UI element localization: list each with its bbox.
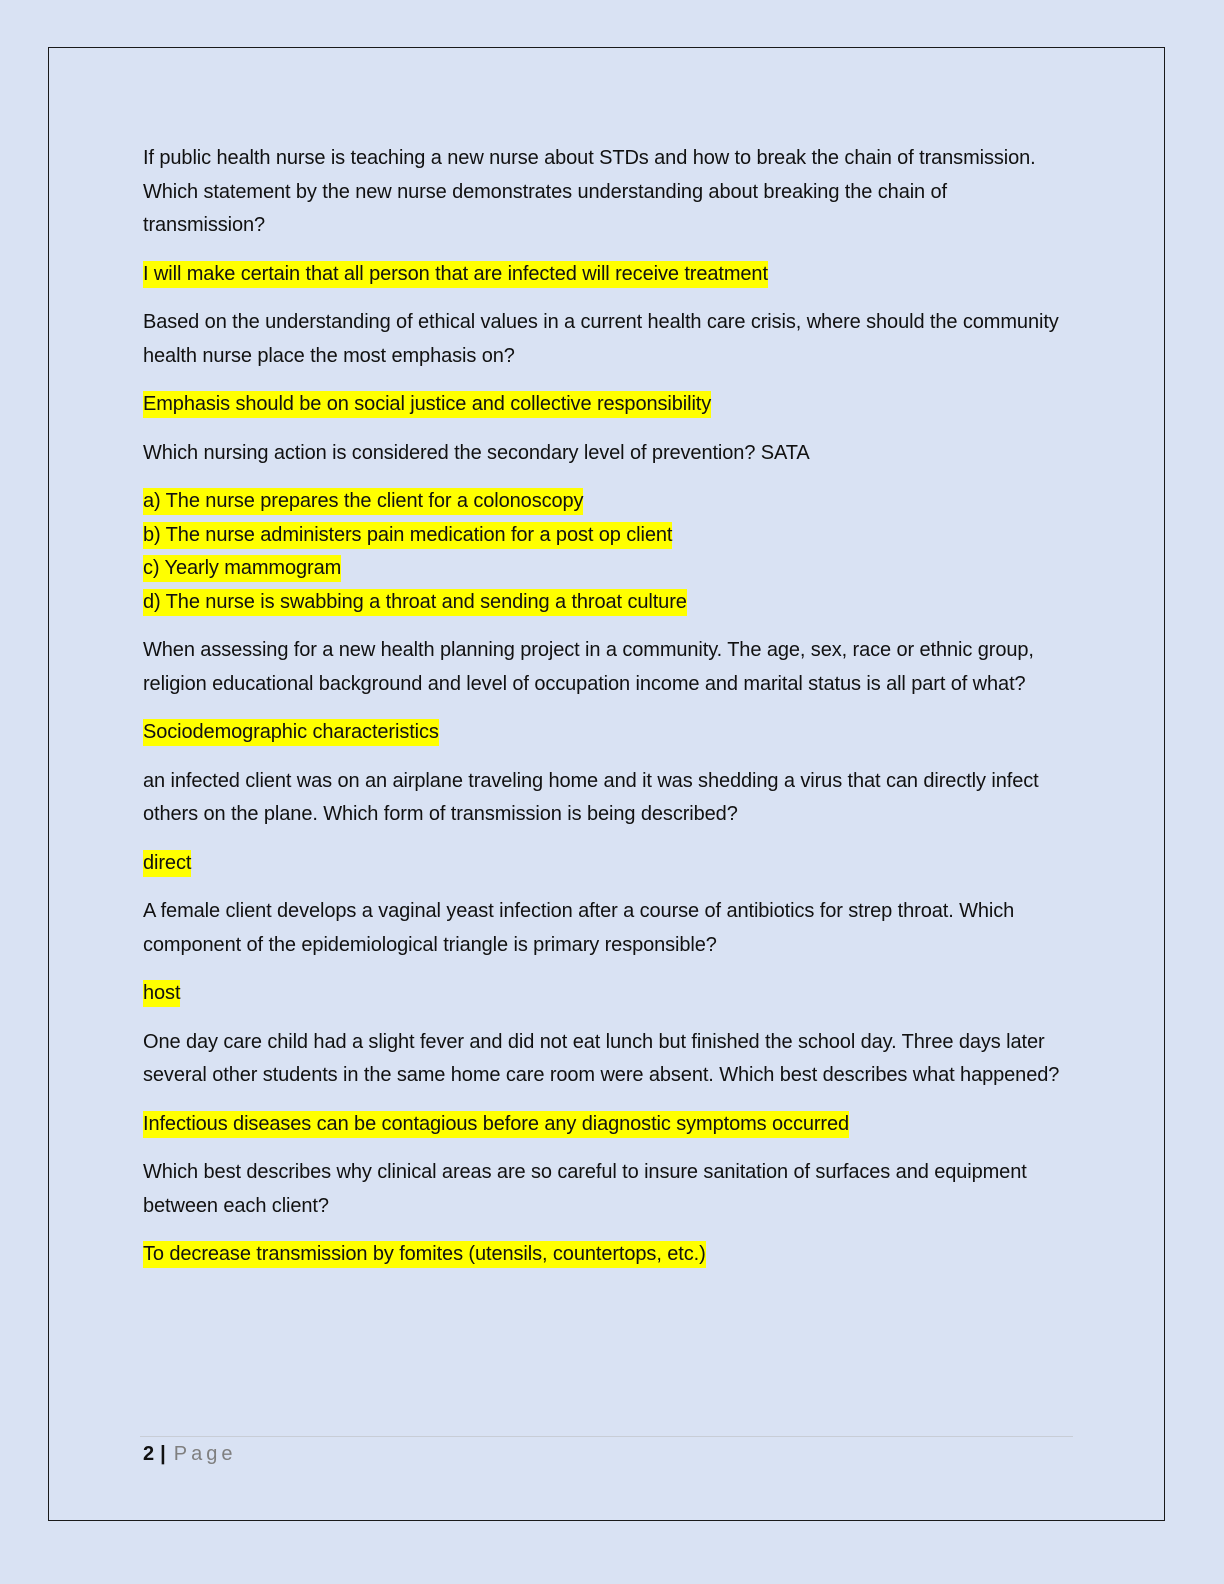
answer-3-option-a-text: a) The nurse prepares the client for a colonoscopy	[143, 488, 583, 515]
answer-3-option-b	[143, 519, 1073, 553]
answer-1-highlight: I will make certain that all person that are infected will receive treatment	[143, 261, 768, 288]
question-5: an infected client was on an airplane traveling home and it was shedding a virus that can directly infect others on the plane. Which form of transmission is being described?	[143, 769, 1039, 825]
page-label: Page	[173, 1443, 237, 1465]
answer-8-highlight: To decrease transmission by fomites (utensils, countertops, etc.)	[143, 1241, 706, 1268]
answer-4	[143, 716, 1073, 750]
answer-4-highlight: Sociodemographic characteristics	[143, 719, 439, 746]
answer-3-option-d	[143, 586, 1073, 620]
answer-8	[143, 1238, 1073, 1272]
page-number: 2	[143, 1443, 155, 1465]
question-6: A female client develops a vaginal yeast infection after a course of antibiotics for strep throat. Which component of the epidemiological triangle is primary responsible?	[143, 900, 1015, 956]
answer-5-highlight: direct	[143, 850, 191, 877]
answer-6	[143, 977, 1073, 1011]
page-footer	[143, 1440, 236, 1468]
question-1: If public health nurse is teaching a new nurse about STDs and how to break the chain of transmission. Which statement by the new nurse demonstrates understanding about breaking the chain of transmission?	[143, 147, 1036, 236]
document-body	[143, 142, 1073, 1287]
footer-divider	[140, 1436, 1073, 1437]
answer-1	[143, 258, 1073, 292]
answer-3-option-b-text: b) The nurse administers pain medication for a post op client	[143, 522, 672, 549]
answer-3-option-c-text: c) Yearly mammogram	[143, 555, 341, 582]
answer-5	[143, 847, 1073, 881]
answer-3-option-c	[143, 552, 1073, 586]
question-3: Which nursing action is considered the secondary level of prevention? SATA	[143, 441, 810, 464]
answer-7-highlight: Infectious diseases can be contagious before any diagnostic symptoms occurred	[143, 1111, 849, 1138]
question-8: Which best describes why clinical areas are so careful to insure sanitation of surfaces and equipment between each client?	[143, 1161, 1027, 1217]
answer-2	[143, 388, 1073, 422]
question-4: When assessing for a new health planning project in a community. The age, sex, race or ethnic group, religion educational background and level of occupation income and marital status is all part of what?	[143, 639, 1034, 695]
answer-7	[143, 1108, 1073, 1142]
answer-2-highlight: Emphasis should be on social justice and collective responsibility	[143, 391, 711, 418]
answer-3-option-a	[143, 485, 1073, 519]
answer-3-list	[143, 485, 1073, 619]
footer-separator: |	[160, 1443, 166, 1465]
question-7: One day care child had a slight fever and did not eat lunch but finished the school day. Three days later several other students in the same home care room were absent. Which best describes what happened?	[143, 1030, 1060, 1086]
answer-3-option-d-text: d) The nurse is swabbing a throat and sending a throat culture	[143, 589, 687, 616]
question-2: Based on the understanding of ethical values in a current health care crisis, where should the community health nurse place the most emphasis on?	[143, 311, 1059, 367]
answer-6-highlight: host	[143, 980, 180, 1007]
